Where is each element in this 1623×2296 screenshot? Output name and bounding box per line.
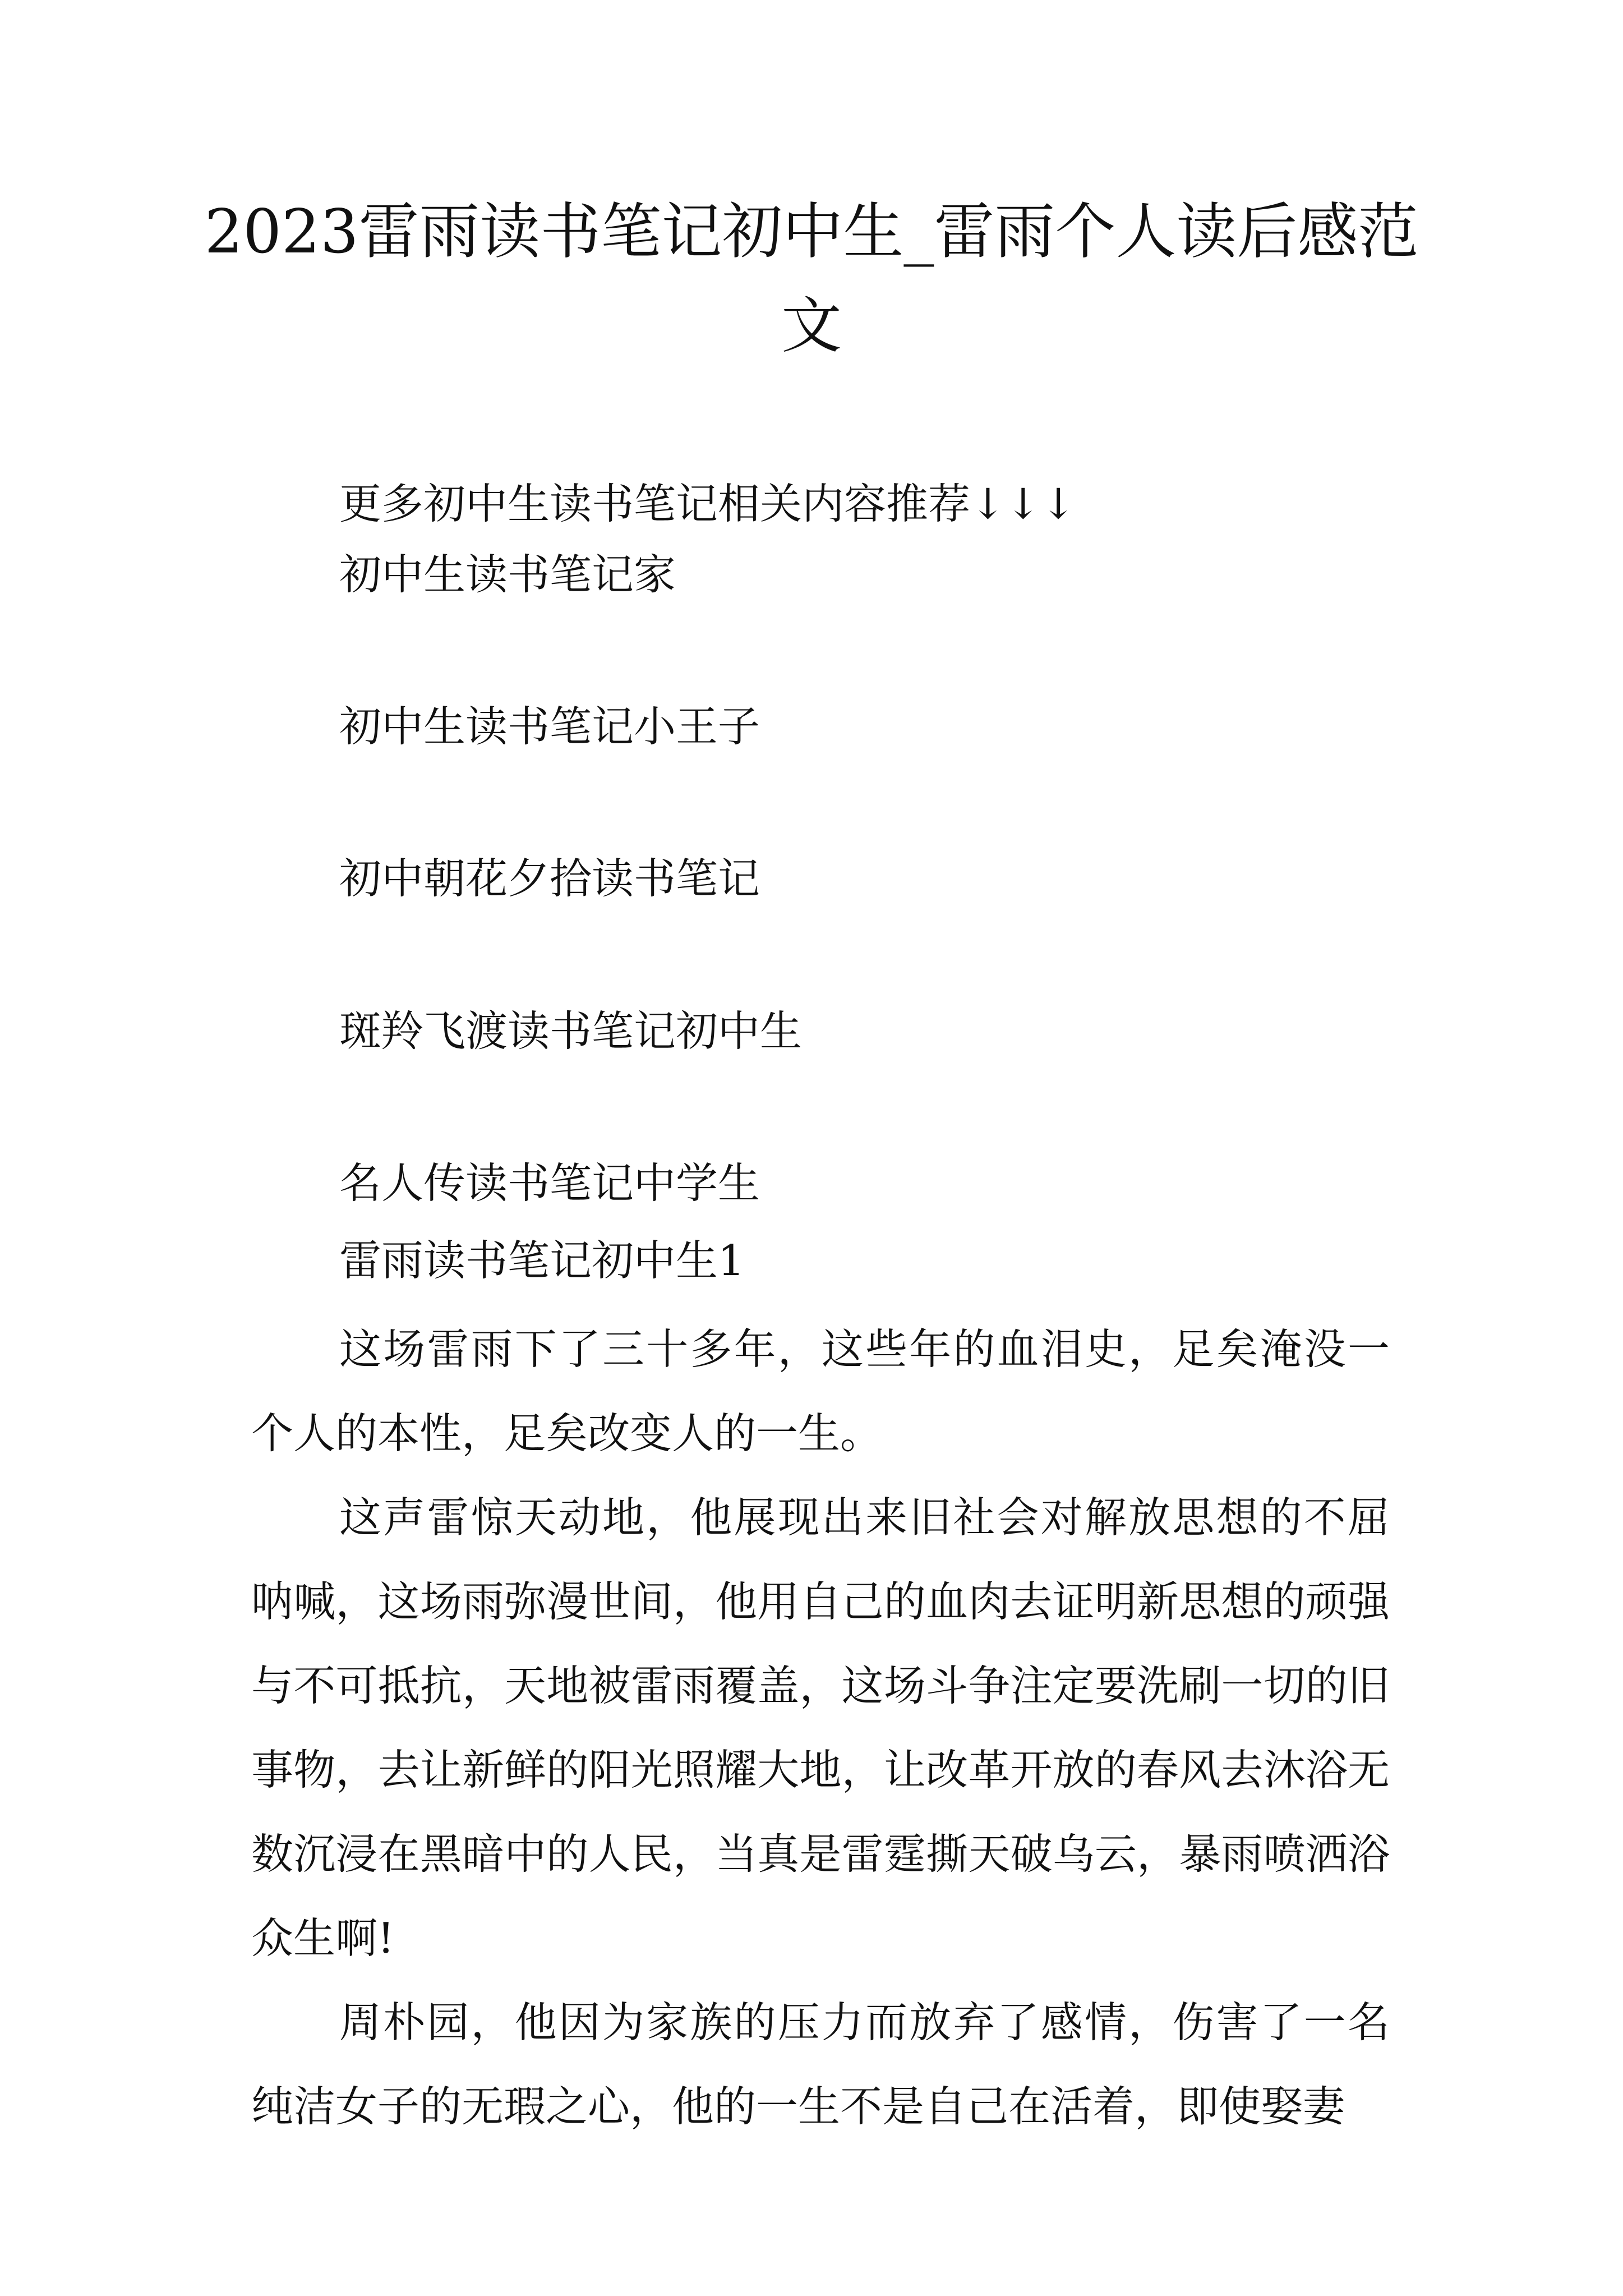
recommend-link-4[interactable]: 斑羚飞渡读书笔记初中生 <box>339 1006 803 1056</box>
recommend-link-2[interactable]: 初中生读书笔记小王子 <box>339 702 760 751</box>
body-paragraph-1: 这场雷雨下了三十多年，这些年的血泪史，足矣淹没一个人的本性，足矣改变人的一生。 <box>251 1324 1390 1458</box>
section-heading: 雷雨读书笔记初中生1 <box>339 1236 745 1285</box>
recommend-header: 更多初中生读书笔记相关内容推荐↓↓↓ <box>339 479 1076 528</box>
recommend-link-5[interactable]: 名人传读书笔记中学生 <box>339 1158 760 1208</box>
recommend-link-3[interactable]: 初中朝花夕拾读书笔记 <box>339 854 760 903</box>
body-paragraph-3: 周朴园，他因为家族的压力而放弃了感情，伤害了一名纯洁女子的无瑕之心，他的一生不是自己在活着，即使娶妻 <box>251 1998 1390 2131</box>
recommend-link-1[interactable]: 初中生读书笔记家 <box>339 550 676 599</box>
body-paragraph-2: 这声雷惊天动地，他展现出来旧社会对解放思想的不屈呐喊，这场雨弥漫世间，他用自己的血肉去证明新思想的顽强与不可抵抗，天地被雷雨覆盖，这场斗争注定要洗刷一切的旧事物，去让新鲜的阳光照耀大地，让改革开放的春风去沐浴无数沉浸在黑暗中的人民，当真是雷霆撕天破乌云，暴雨喷洒浴众生啊! <box>251 1493 1390 1963</box>
document-title: 2023雷雨读书笔记初中生_雷雨个人读后感范文 <box>204 197 1419 361</box>
